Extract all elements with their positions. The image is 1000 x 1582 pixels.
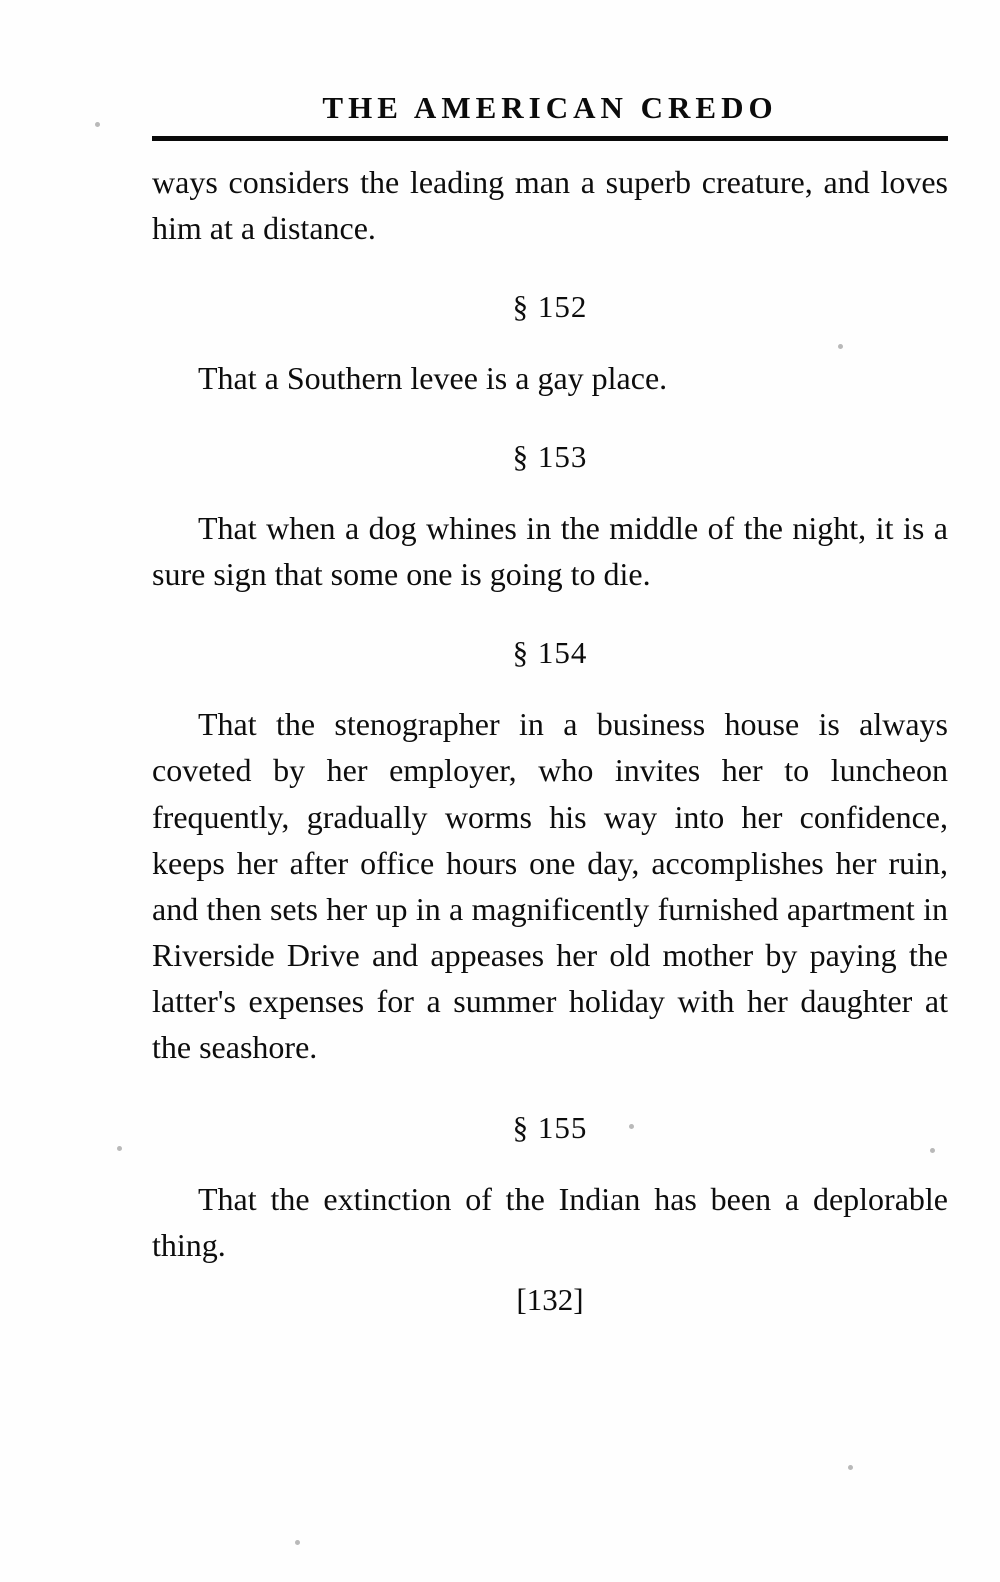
header-rule bbox=[152, 136, 948, 141]
paper-speck bbox=[295, 1540, 300, 1545]
section-text-153: That when a dog whines in the middle of the night, it is a sure sign that some one is going to die. bbox=[152, 510, 948, 593]
paper-speck bbox=[95, 122, 100, 127]
section-text-152: That a Southern levee is a gay place. bbox=[198, 360, 668, 397]
continuation-paragraph: ways considers the leading man a superb creature, and loves him at a distance. bbox=[152, 164, 948, 247]
section-number-153: § 153 bbox=[512, 439, 588, 475]
section-text-154: That the stenographer in a business house is always coveted by her employer, who invites her to luncheon frequently, gradually worms his way into her confidence, keeps her after office hours one day, accomplishes her ruin, and then sets her up in a magnificently furnished apartment in Riverside Drive and appeases her old mother by paying the latter's expenses for a summer holiday with her daughter at the seashore. bbox=[152, 706, 948, 1065]
paper-speck bbox=[848, 1465, 853, 1470]
section-number-152: § 152 bbox=[512, 289, 588, 325]
section-number-155: § 155 bbox=[512, 1110, 588, 1146]
page-content bbox=[152, 90, 948, 1318]
page-folio: [132] bbox=[516, 1282, 584, 1318]
section-number-154: § 154 bbox=[512, 635, 588, 671]
paper-speck bbox=[117, 1146, 122, 1151]
running-head: THE AMERICAN CREDO bbox=[322, 90, 778, 125]
section-text-155: That the extinction of the Indian has been a deplorable thing. bbox=[152, 1181, 948, 1264]
